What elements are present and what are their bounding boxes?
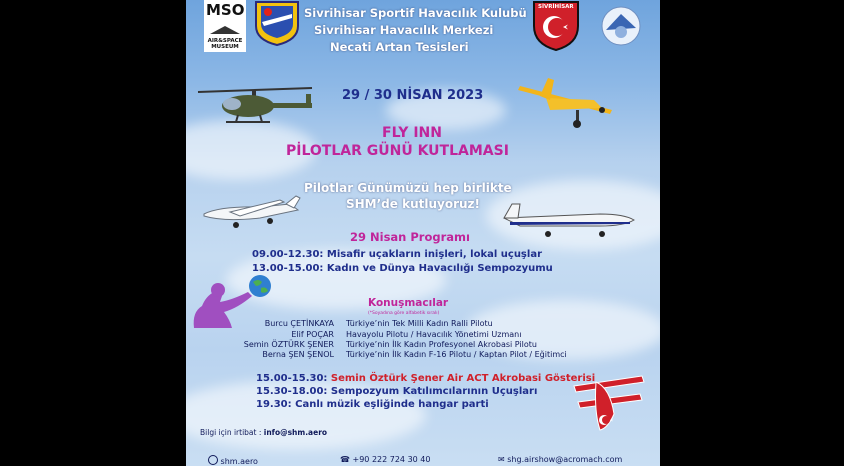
afternoon-item-time: 19.30: <box>256 399 292 410</box>
afternoon-item-highlight-text: Semin Öztürk Şener Air ACT Akrobasi Gösterisi <box>327 373 596 384</box>
afternoon-item-2 <box>256 386 537 397</box>
footer-email[interactable] <box>498 455 622 466</box>
white-airplane-right-icon <box>500 200 640 242</box>
mail-icon: ✉ <box>498 455 505 464</box>
globe-web-icon <box>208 455 218 465</box>
red-aerobatic-biplane-icon <box>570 368 646 436</box>
contact-info-label: Bilgi için irtibat : <box>200 428 264 437</box>
yellow-airplane-icon <box>516 70 618 132</box>
afternoon-item-1 <box>256 373 595 384</box>
phone-icon: ☎ <box>340 455 350 464</box>
afternoon-item-time: 15.30-18.00: <box>256 386 328 397</box>
event-date: 29 / 30 NİSAN 2023 <box>342 88 484 103</box>
header-line-1: Sivrihisar Sportif Havacılık Kulubü <box>304 6 527 20</box>
mso-museum-logo <box>204 0 246 52</box>
footer-phone-text: +90 222 724 30 40 <box>352 455 431 464</box>
program-item-time: 13.00-15.00: <box>252 263 324 274</box>
speaker-role: Türkiye’nin Tek Milli Kadın Ralli Pilotu <box>346 319 493 328</box>
speaker-role: Havayolu Pilotu / Havacılık Yönetimi Uzmanı <box>346 330 522 339</box>
subtitle-line-2: SHM’de kutluyoruz! <box>346 197 480 211</box>
sivrihisar-badge-logo <box>530 0 582 52</box>
speaker-name: Burcu ÇETİNKAYA <box>264 319 334 328</box>
speaker-role: Türkiye’nin İlk Kadın Profesyonel Akrobasi Pilotu <box>346 340 537 349</box>
program-heading: 29 Nisan Programı <box>350 230 470 244</box>
speaker-role: Türkiye’nin İlk Kadın F-16 Pilotu / Kaptan Pilot / Eğitimci <box>346 350 567 359</box>
header-line-2: Sivrihisar Havacılık Merkezi <box>314 23 494 37</box>
footer-website[interactable] <box>208 455 258 466</box>
program-item-1 <box>252 249 542 260</box>
afternoon-item-text: Sempozyum Katılımcılarının Uçuşları <box>327 386 538 397</box>
footer-phone[interactable] <box>340 455 430 466</box>
speaker-name: Elif POÇAR <box>291 330 334 339</box>
flying-club-shield-logo <box>252 0 302 46</box>
program-item-2 <box>252 263 553 274</box>
speaker-name: Semin ÖZTÜRK ŞENER <box>243 340 334 349</box>
white-airplane-left-icon <box>200 194 304 232</box>
afternoon-item-3 <box>256 399 489 410</box>
footer-website-text: shm.aero <box>220 457 258 466</box>
header-line-3: Necati Artan Tesisleri <box>330 40 469 54</box>
speakers-heading: Konuşmacılar <box>368 297 449 309</box>
footer-email-text: shg.airshow@acromach.com <box>507 455 623 464</box>
event-poster <box>186 0 660 466</box>
subtitle-line-1: Pilotlar Günümüzü hep birlikte <box>304 181 512 195</box>
sportif-havacilik-round-logo <box>596 4 646 48</box>
contact-info-email: info@shm.aero <box>263 428 328 437</box>
helicopter-icon <box>190 82 320 132</box>
event-title-line-1: FLY INN <box>382 125 442 141</box>
sivrihisar-badge-text: SİVRİHİSAR <box>538 4 574 10</box>
mso-logo-text: MSO <box>206 1 245 19</box>
globe-icon <box>248 274 272 298</box>
program-item-text: Misafir uçakların inişleri, lokal uçuşlar <box>323 249 542 260</box>
speaker-name: Berna ŞEN ŞENOL <box>262 350 334 359</box>
program-item-time: 09.00-12.30: <box>252 249 324 260</box>
afternoon-item-time: 15.00-15.30: <box>256 373 328 384</box>
speakers-note: (*Soyadına göre alfabetik sıralı) <box>368 311 440 316</box>
afternoon-item-text: Canlı müzik eşliğinde hangar parti <box>291 399 489 410</box>
mso-logo-subtext: AIR&SPACE MUSEUM <box>207 38 243 50</box>
contact-info <box>200 428 327 437</box>
rocket-icon <box>205 22 245 36</box>
event-title-line-2: PİLOTLAR GÜNÜ KUTLAMASI <box>286 143 509 159</box>
program-item-text: Kadın ve Dünya Havacılığı Sempozyumu <box>323 263 553 274</box>
